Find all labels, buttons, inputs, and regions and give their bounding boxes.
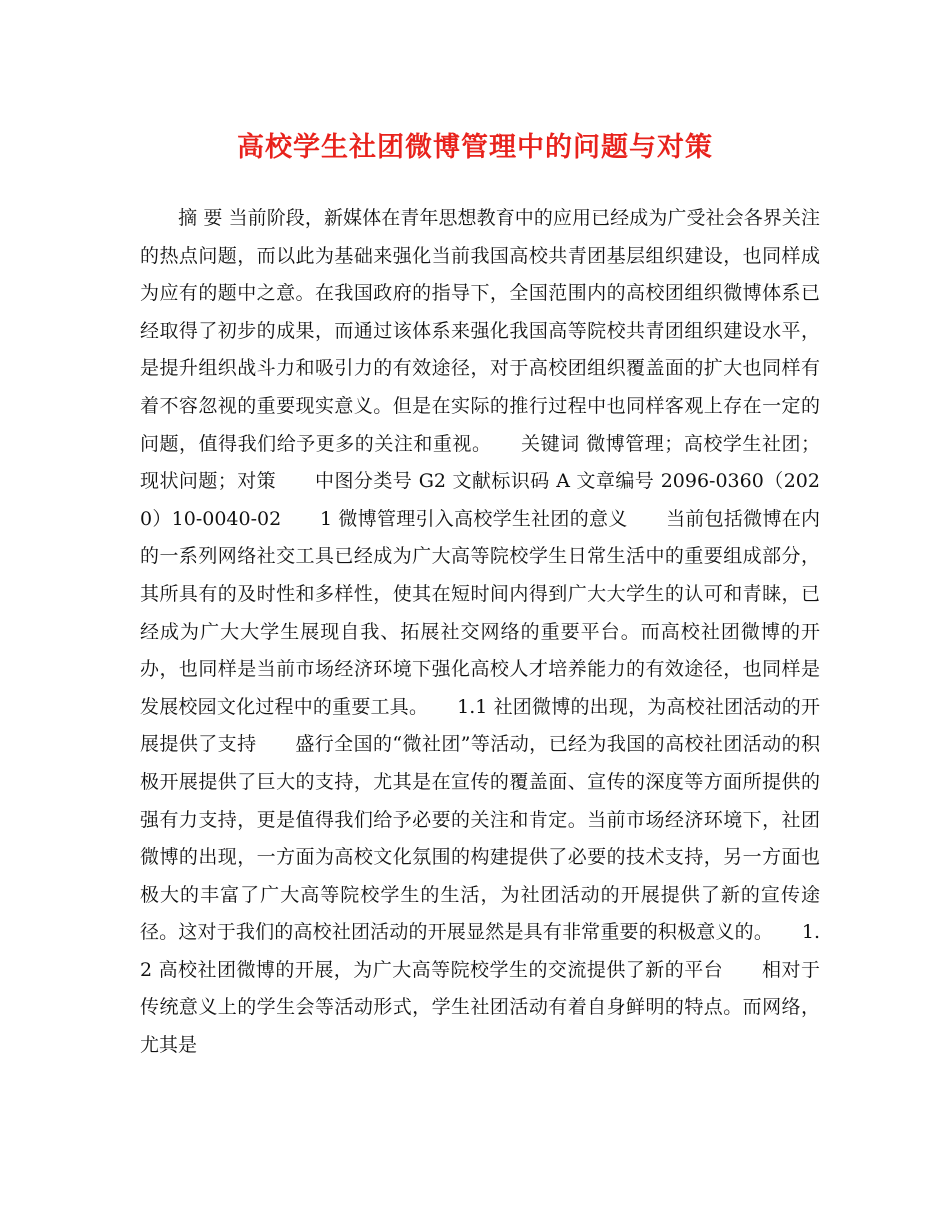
article-body: 摘 要 当前阶段，新媒体在青年思想教育中的应用已经成为广受社会各界关注的热点问题，而以此为基础来强化当前我国高校共青团基层组织建设，也同样成为应有的题中之意。在我国政府的指导下，全国范围内的高校团组织微博体系已经取得了初步的成果，而通过该体系来强化我国高等院校共青团组织建设水平，是提升组织战斗力和吸引力的有效途径，对于高校团组织覆盖面的扩大也同样有着不容忽视的重要现实意义。但是在实际的推行过程中也同样客观上存在一定的问题，值得我们给予更多的关注和重视。 关键词 微博管理；高校学生社团；现状问题；对策 中图分类号 G2 文献标识码 A 文章编号 2096-0360（2020）10-0040-02 1 微博管理引入高校学生社团的意义 当前包括微博在内的一系列网络社交工具已经成为广大高等院校学生日常生活中的重要组成部分，其所具有的及时性和多样性，使其在短时间内得到广大大学生的认可和青睐，已经成为广大大学生展现自我、拓展社交网络的重要平台。而高校社团微博的开办，也同样是当前市场经济环境下强化高校人才培养能力的有效途径，也同样是发展校园文化过程中的重要工具。 1.1 社团微博的出现，为高校社团活动的开展提供了支持 盛行全国的“微社团”等活动，已经为我国的高校社团活动的积极开展提供了巨大的支持，尤其是在宣传的覆盖面、宣传的深度等方面所提供的强有力支持，更是值得我们给予必要的关注和肯定。当前市场经济环境下，社团微博的出现，一方面为高校文化氛围的构建提供了必要的技术支持，另一方面也极大的丰富了广大高等院校学生的生活，为社团活动的开展提供了新的宣传途径。这对于我们的高校社团活动的开展显然是具有非常重要的积极意义的。 1.2 高校社团微博的开展，为广大高等院校学生的交流提供了新的平台 相对于传统意义上的学生会等活动形式，学生社团活动有着自身鲜明的特点。而网络，尤其是 <box>140 207 820 1057</box>
page-title: 高校学生社团微博管理中的问题与对策 <box>237 132 713 163</box>
